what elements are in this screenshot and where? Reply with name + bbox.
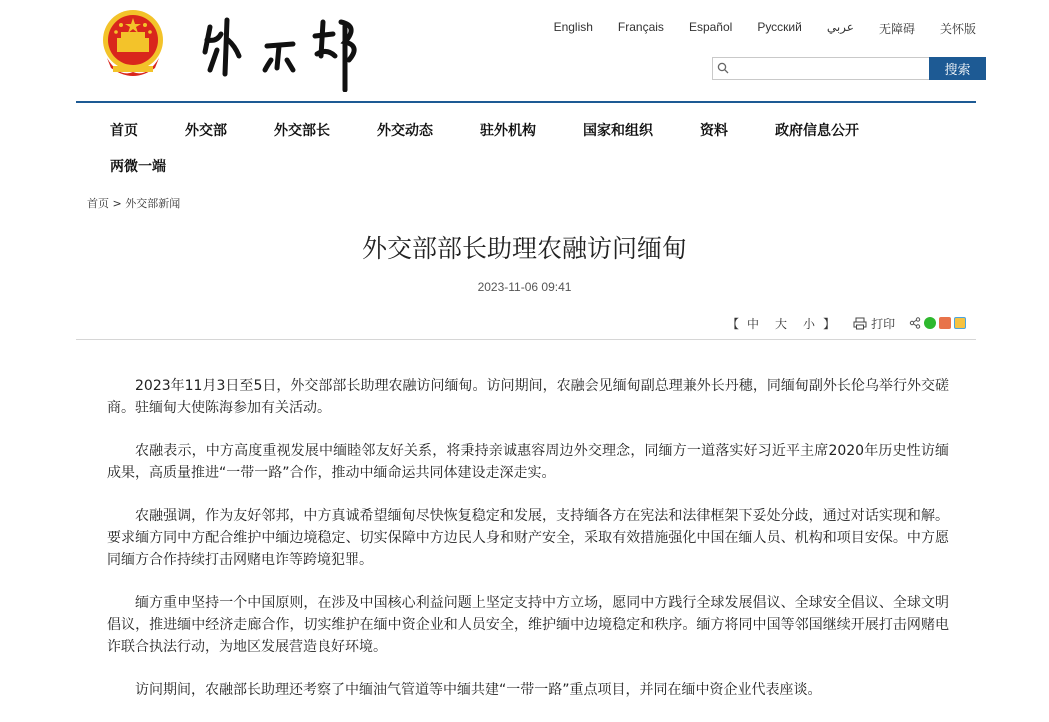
- nav-item-social-media[interactable]: 两微一端: [110, 159, 166, 175]
- lang-arabic-link[interactable]: عربي: [826, 20, 854, 34]
- lang-russian-link[interactable]: Русский: [757, 20, 802, 34]
- print-button[interactable]: [853, 315, 895, 332]
- weibo-share-icon[interactable]: [939, 317, 951, 329]
- search-icon: [717, 62, 729, 74]
- article-paragraph: 农融表示，中方高度重视发展中缅睦邻友好关系，将秉持亲诚惠容周边外交理念，同缅方一道落实好习近平主席2020年历史性访缅成果，高质量推进“一带一路”合作，推动中缅命运共同体建设走深走实。: [107, 443, 949, 481]
- lang-english-link[interactable]: English: [553, 20, 593, 34]
- font-size-medium[interactable]: 中: [747, 316, 760, 331]
- qzone-share-icon[interactable]: [954, 317, 966, 329]
- nav-item-minister[interactable]: 外交部长: [274, 123, 330, 139]
- breadcrumb: [87, 195, 180, 211]
- elderly-care-link[interactable]: 关怀版: [939, 22, 976, 36]
- header-divider: [76, 101, 976, 103]
- wechat-share-icon[interactable]: [924, 317, 936, 329]
- nav-row-secondary: [110, 148, 970, 184]
- breadcrumb-section[interactable]: 外交部新闻: [125, 197, 181, 210]
- font-size-small[interactable]: 小: [803, 316, 816, 331]
- main-nav: [110, 112, 970, 184]
- article-paragraph: 缅方重申坚持一个中国原则，在涉及中国核心利益问题上坚定支持中方立场，愿同中方践行全球发展倡议、全球安全倡议、全球文明倡议，推进缅中经济走廊合作，切实维护在缅中资企业和人员安全，维护缅中边境稳定和秩序。缅方将同中国等邻国继续开展打击网赌电诈联合执法行动，为地区发展营造良好环境。: [107, 595, 949, 655]
- font-size-bracket-close: 】: [823, 316, 836, 331]
- breadcrumb-separator: >: [112, 197, 122, 210]
- nav-item-missions-abroad[interactable]: 驻外机构: [480, 123, 536, 139]
- printer-icon: [853, 317, 867, 330]
- nav-item-home[interactable]: 首页: [110, 123, 138, 139]
- search-button[interactable]: 搜索: [929, 57, 986, 80]
- nav-item-countries-organizations[interactable]: 国家和组织: [583, 123, 653, 139]
- print-label: 打印: [871, 316, 896, 331]
- article-title: 外交部部长助理农融访问缅甸: [361, 234, 687, 263]
- breadcrumb-home[interactable]: 首页: [87, 197, 109, 210]
- search-input[interactable]: [712, 57, 929, 80]
- nav-item-resources[interactable]: 资料: [700, 123, 728, 139]
- article-tools: [727, 314, 966, 332]
- share-icon: [909, 317, 921, 329]
- article-body: [107, 375, 949, 722]
- font-size-large[interactable]: 大: [775, 316, 788, 331]
- ministry-logo: [195, 12, 370, 92]
- nav-item-diplomatic-news[interactable]: 外交动态: [377, 123, 433, 139]
- content-divider: [76, 339, 976, 340]
- font-size-bracket-open: 【: [727, 316, 740, 331]
- nav-item-ministry[interactable]: 外交部: [185, 123, 227, 139]
- lang-spanish-link[interactable]: Español: [688, 20, 733, 34]
- share-bar: [909, 317, 966, 329]
- article-date: 2023-11-06 09:41: [477, 280, 572, 294]
- article-paragraph: 访问期间，农融部长助理还考察了中缅油气管道等中缅共建“一带一路”重点项目，并同在缅中资企业代表座谈。: [135, 682, 822, 698]
- lang-french-link[interactable]: Français: [617, 20, 664, 34]
- national-emblem-icon: [99, 8, 167, 80]
- accessibility-link[interactable]: 无障碍: [878, 22, 915, 36]
- nav-item-gov-info[interactable]: 政府信息公开: [775, 123, 859, 139]
- search-bar: [712, 57, 986, 80]
- article-paragraph: 农融强调，作为友好邻邦，中方真诚希望缅甸尽快恢复稳定和发展，支持缅各方在宪法和法律框架下妥处分歧，通过对话实现和解。要求缅方同中方配合维护中缅边境稳定、切实保障中方边民人身和财产安全，采取有效措施强化中国在缅人员、机构和项目安保。中方愿同缅方合作持续打击网赌电诈等跨境犯罪。: [107, 508, 949, 568]
- article-paragraph: 2023年11月3日至5日，外交部部长助理农融访问缅甸。访问期间，农融会见缅甸副总理兼外长丹穗，同缅甸副外长伦乌举行外交磋商。驻缅甸大使陈海参加有关活动。: [107, 378, 949, 416]
- nav-row-primary: [110, 112, 970, 148]
- language-bar: [529, 20, 976, 37]
